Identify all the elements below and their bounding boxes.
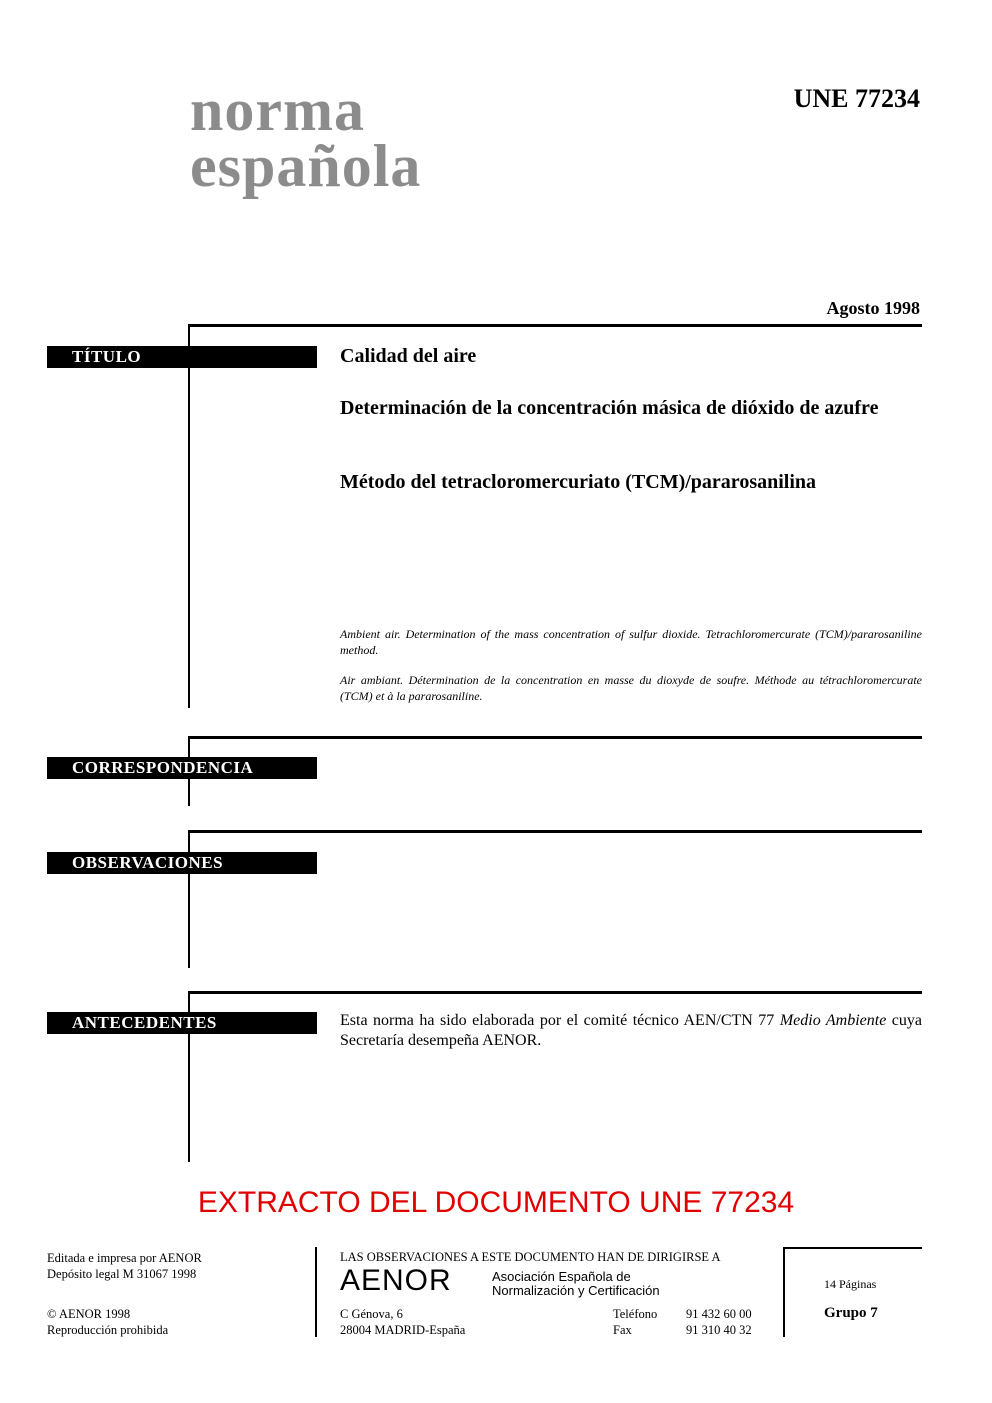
reproduction-notice: Reproducción prohibida [47,1323,169,1337]
footer-divider-left [315,1247,317,1337]
legal-deposit: Depósito legal M 31067 1998 [47,1267,197,1281]
publication-date: Agosto 1998 [826,298,920,318]
price-group: Grupo 7 [824,1305,878,1321]
address-line-1: C Génova, 6 [340,1307,403,1321]
aenor-full-name [492,1270,660,1298]
correspondencia-top-rule [188,736,922,739]
observaciones-label: OBSERVACIONES [47,852,317,874]
footer-copyright [47,1306,168,1338]
fax-label: Fax [613,1323,632,1337]
antecedentes-text [340,1011,922,1051]
observaciones-top-rule [188,830,922,833]
antecedentes-text-end: cuya Secretaría desempeña AENOR. [340,1012,923,1049]
contact-labels [613,1306,657,1338]
antecedentes-committee-name: Medio Ambiente [779,1012,887,1029]
address-line-2: 28004 MADRID-España [340,1323,466,1337]
correspondencia-label: CORRESPONDENCIA [47,757,317,779]
copyright: © AENOR 1998 [47,1307,131,1321]
title-english: Ambient air. Determination of the mass concentration of sulfur dioxide. Tetrachloromercurate (TCM)/pararosaniline method. [340,627,922,657]
page-count: 14 Páginas [824,1277,877,1291]
footer-box-top-rule [783,1247,922,1249]
footer-publisher [47,1250,202,1282]
antecedentes-label: ANTECEDENTES [47,1012,317,1034]
titulo-top-rule [188,324,922,327]
antecedentes-text-start: Esta norma ha sido elaborada por el comité técnico AEN/CTN 77 [340,1012,780,1029]
antecedentes-top-rule [188,991,922,994]
aenor-name-line-2: Normalización y Certificación [492,1283,660,1298]
fax-value: 91 310 40 32 [686,1323,752,1337]
standard-code: UNE 77234 [793,84,920,113]
observaciones-side-rule [188,830,190,968]
brand-line-2: española [190,133,422,199]
titulo-side-rule [188,324,190,708]
title-subtitle-2: Método del tetracloromercuriato (TCM)/pararosanilina [340,471,817,493]
aenor-name-line-1: Asociación Española de [492,1269,631,1284]
brand-title [190,77,422,199]
brand-line-1: norma [190,77,365,143]
footer-box-side-rule [783,1247,785,1337]
aenor-logo: AENOR [340,1264,452,1297]
title-main: Calidad del aire [340,345,477,367]
titulo-label: TÍTULO [47,346,317,368]
phone-label: Teléfono [613,1307,658,1321]
contact-values [686,1306,752,1338]
extract-watermark: EXTRACTO DEL DOCUMENTO UNE 77234 [197,1186,795,1219]
aenor-address [340,1306,465,1338]
edited-by: Editada e impresa por AENOR [47,1251,202,1265]
observations-note: LAS OBSERVACIONES A ESTE DOCUMENTO HAN DE DIRIGIRSE A [340,1250,721,1264]
title-subtitle-1: Determinación de la concentración másica de dióxido de azufre [340,397,879,419]
title-french: Air ambiant. Détermination de la concentration en masse du dioxyde de soufre. Méthode au tétrachloromercurate (TCM) et à la pararosaniline. [340,673,922,703]
phone-value: 91 432 60 00 [686,1307,752,1321]
